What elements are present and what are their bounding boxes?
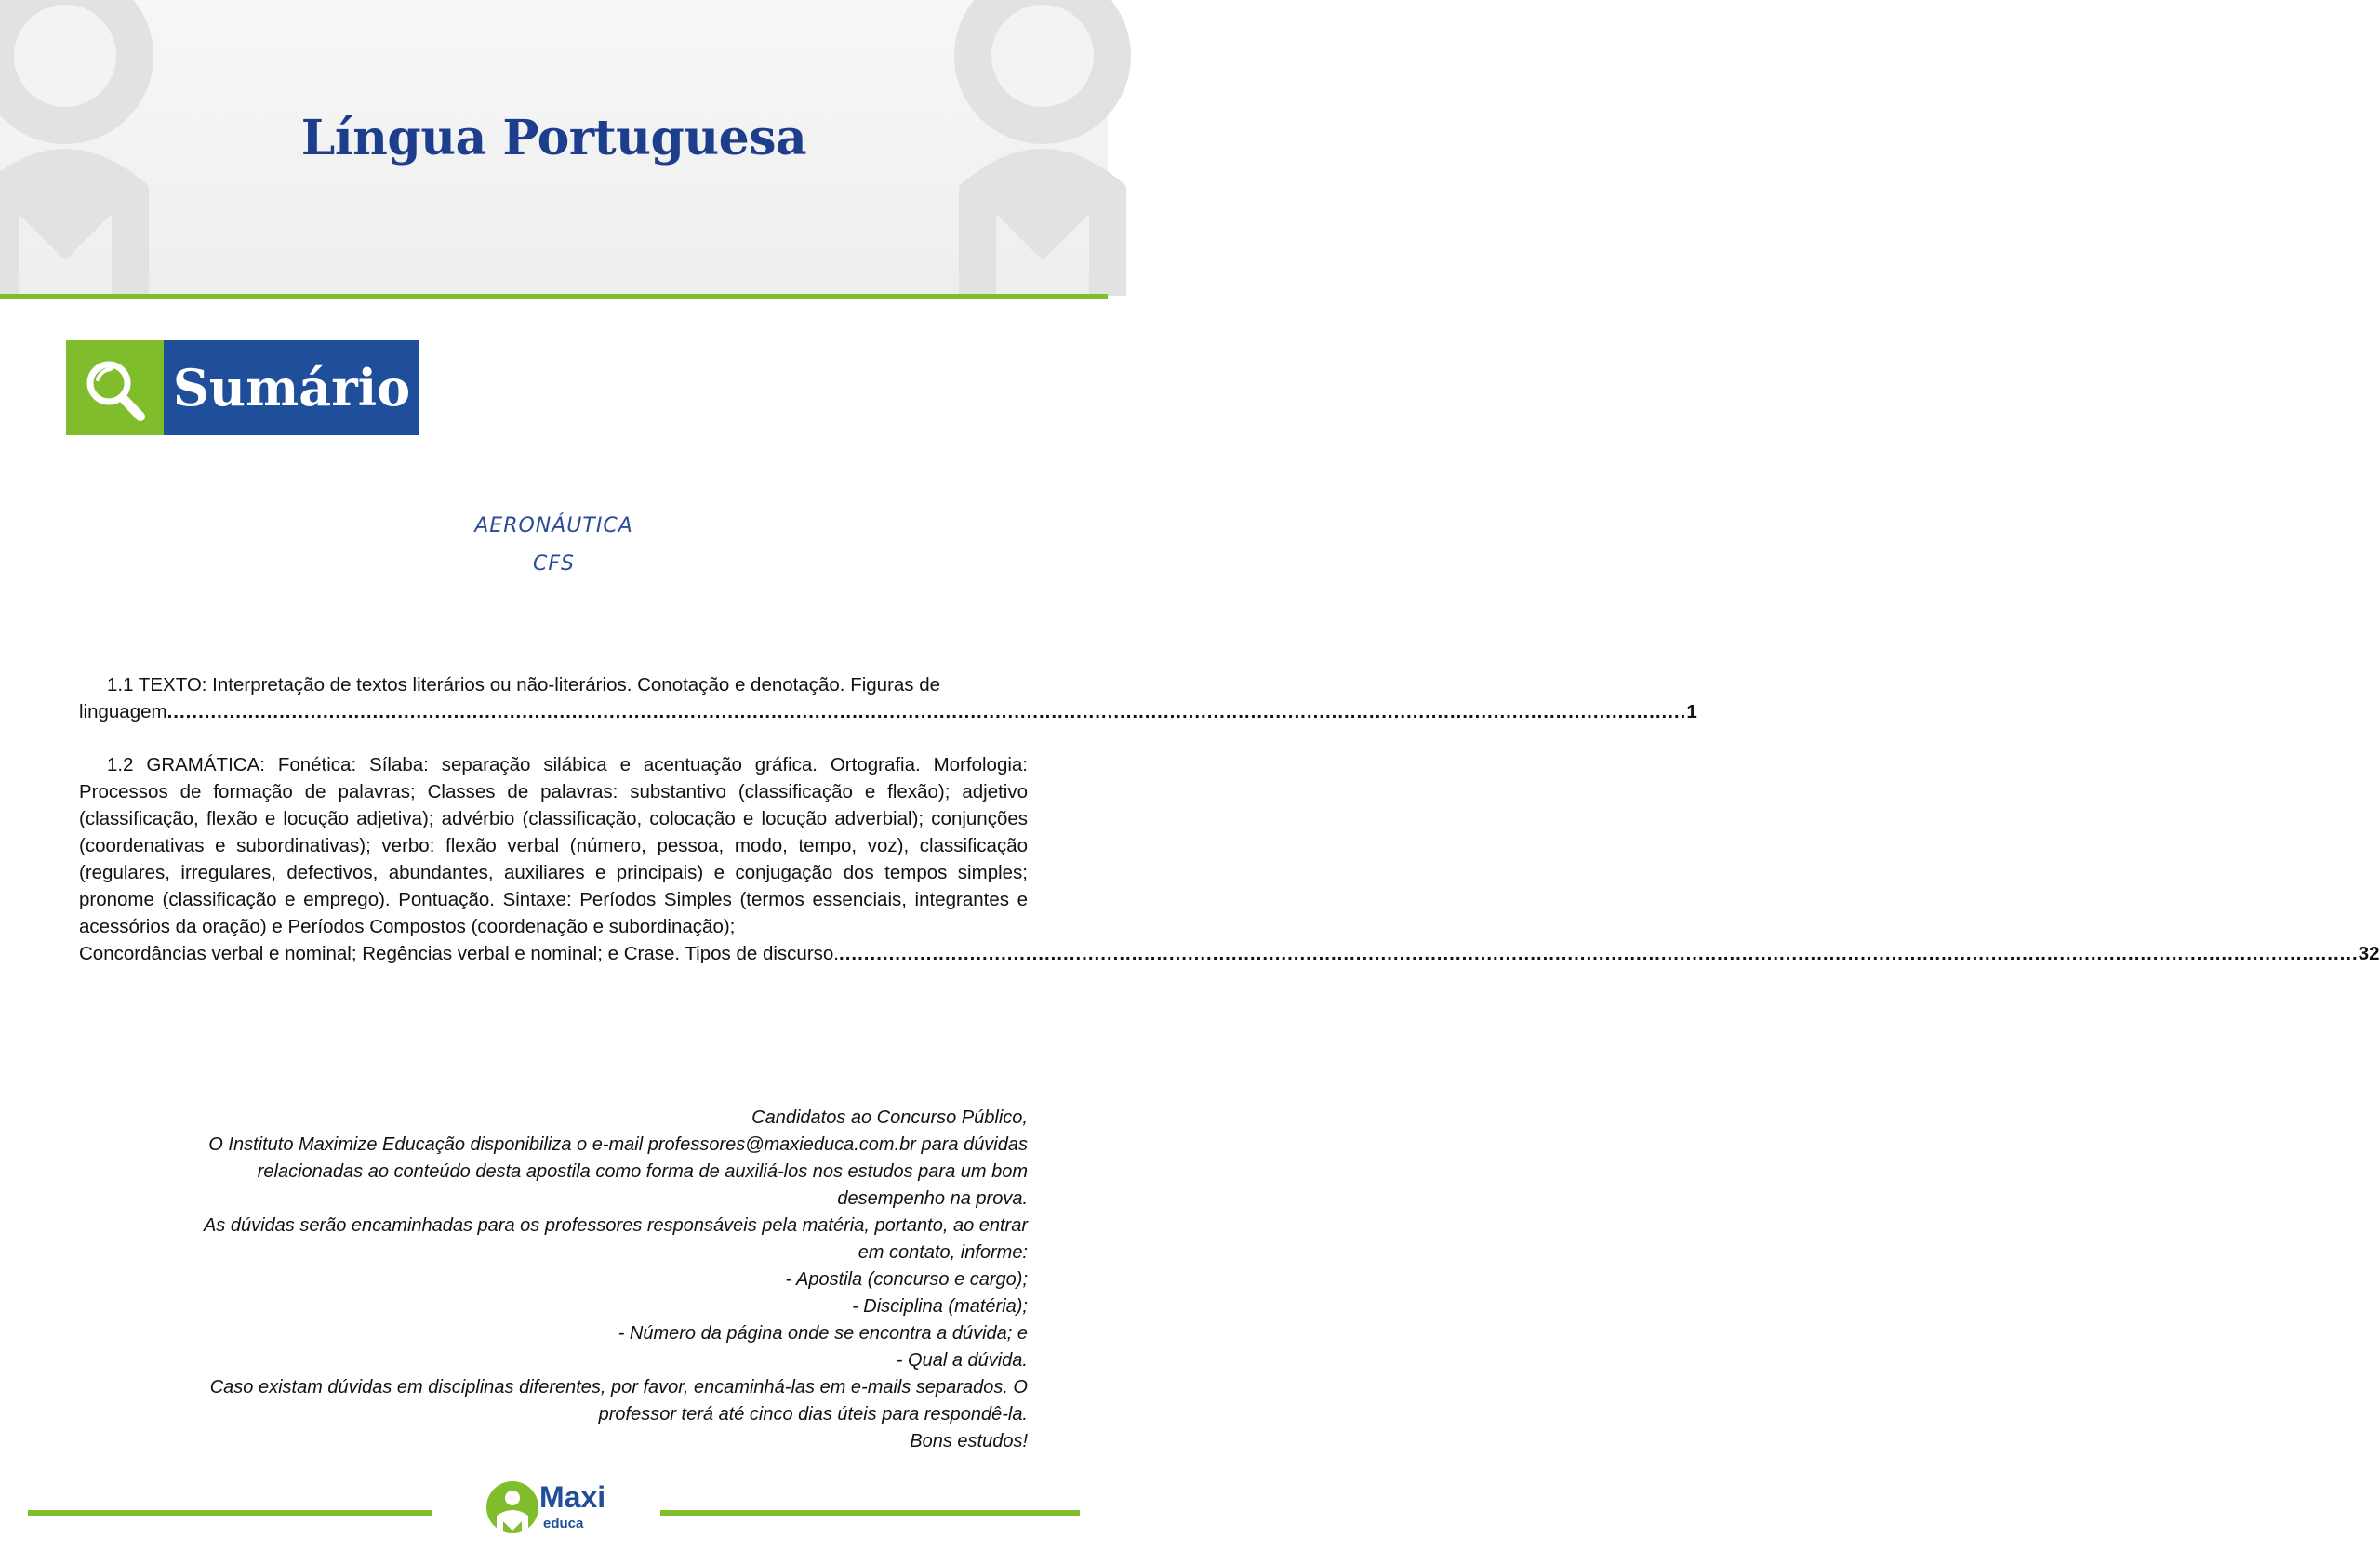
toc-entry-text-last: linguagem [79,701,167,722]
summary-icon-box [66,340,164,435]
section-title-line2: CFS [533,552,575,576]
notice-line: O Instituto Maximize Educação disponibiliza o e-mail professores@maxieduca.com.br para dúvidas [208,1134,1028,1155]
notice-line: Caso existam dúvidas em disciplinas diferentes, por favor, encaminhá-las em e-mails separados. O [209,1377,1028,1398]
candidate-notice [112,1105,1028,1455]
toc-page-number: 1 [1686,701,1697,722]
document-title: Língua Portuguesa [300,110,807,166]
logo-subtitle: educa [543,1516,584,1531]
notice-line: Candidatos ao Concurso Público, [751,1107,1028,1128]
logo-name: Maxi [539,1480,606,1514]
toc-entry-text-last: Concordâncias verbal e nominal; Regências verbal e nominal; e Crase. Tipos de discurso. [79,943,840,964]
notice-line: Bons estudos! [910,1431,1028,1451]
header-divider [0,294,1108,299]
summary-label: Sumário [164,340,419,435]
maxi-educa-logo [485,1480,625,1547]
footer-divider-right [660,1510,1080,1516]
page-header [0,0,1108,296]
notice-line: - Número da página onde se encontra a dúvida; e [618,1323,1028,1344]
toc-entry-2[interactable] [79,751,2380,967]
notice-line: - Qual a dúvida. [896,1350,1028,1371]
toc-dot-leader: .................................................................................................................................................................................................................................................... [166,701,1687,722]
summary-badge [66,340,419,435]
maxi-person-logo-icon [485,1480,539,1547]
section-title [0,507,1108,583]
notice-line: As dúvidas serão encaminhadas para os professores responsáveis pela matéria, portanto, ao entrar [203,1215,1028,1236]
notice-line: professor terá até cinco dias úteis para respondê-la. [598,1404,1028,1425]
toc-page-number: 32 [2358,943,2380,964]
magnifier-icon [66,340,164,435]
toc-dot-leader: .................................................................................................................................................................................................................................................... [839,943,2359,964]
notice-line: em contato, informe: [858,1242,1028,1263]
notice-line: desempenho na prova. [837,1188,1028,1209]
notice-line: - Apostila (concurso e cargo); [785,1269,1028,1290]
footer-divider-left [28,1510,432,1516]
toc-entry-text: 1.2 GRAMÁTICA: Fonética: Sílaba: separação silábica e acentuação gráfica. Ortografia. Morfologia: Processos de formação de palavras; Classes de palavras: substantivo (classificação e flexão); adjetivo (classificação, flexão e locução adjetiva); advérbio (classificação, colocação e locução adverbial); conjunções (coordenativas e subordinativas); verbo: flexão verbal (número, pessoa, modo, tempo, voz), classificação (regulares, irregulares, defectivos, abundantes, auxiliares e principais) e conjugação dos tempos simples; pronome (classificação e emprego). Pontuação. Sintaxe: Períodos Simples (termos essenciais, integrantes e acessórios da oração) e Períodos Compostos (coordenação e subordinação); [79,754,1028,937]
notice-line: - Disciplina (matéria); [852,1296,1028,1317]
toc-entry-text: 1.1 TEXTO: Interpretação de textos literários ou não-literários. Conotação e denotação. Figuras de [107,674,941,696]
notice-line: relacionadas ao conteúdo desta apostila como forma de auxiliá-los nos estudos para um bom [257,1161,1028,1182]
section-title-line1: AERONÁUTICA [474,514,633,537]
toc-entry-last-line [79,940,2380,967]
toc-entry-last-line [79,698,1697,725]
toc-entry-1[interactable] [79,671,1697,725]
